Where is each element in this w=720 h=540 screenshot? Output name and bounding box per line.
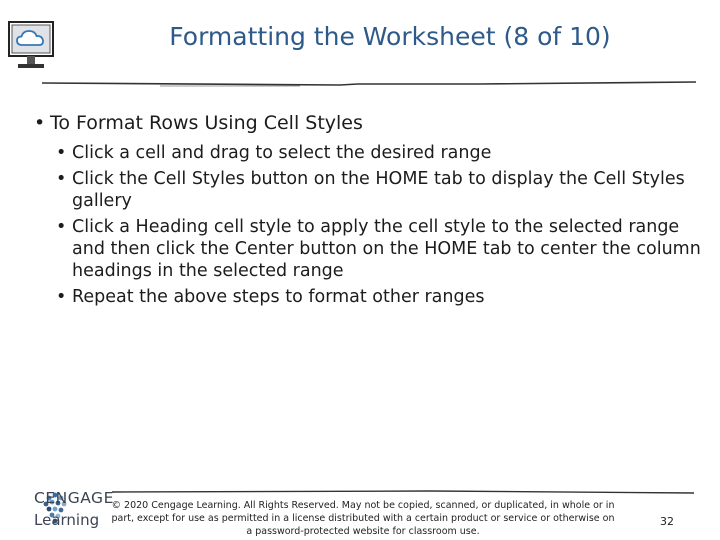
logo-text-learning: Learning — [34, 511, 100, 529]
bullet-level2 — [34, 216, 714, 282]
slide-title: Formatting the Worksheet (8 of 10) — [169, 22, 611, 51]
cloud-monitor-icon — [6, 18, 56, 74]
bullet-text: Click a cell and drag to select the desired range — [72, 143, 492, 163]
bullet-marker: • — [56, 217, 67, 237]
logo-text-cengage: CENGAGE — [34, 489, 114, 507]
slide-body — [34, 110, 714, 312]
bullet-level1 — [34, 110, 714, 136]
bullet-text: Click the Cell Styles button on the HOME tab to display the Cell Styles gallery — [72, 169, 685, 211]
copyright-notice: © 2020 Cengage Learning. All Rights Reserved. May not be copied, scanned, or duplicated, in whole or in part, except for use as permitted in a license distributed with a certain product or service or otherwise on a password-protected website for classroom use. — [111, 500, 615, 537]
bullet-marker: • — [56, 143, 67, 163]
bullet-marker: • — [56, 169, 67, 189]
footer-divider — [110, 486, 694, 498]
bullet-marker: • — [56, 287, 67, 307]
page-number: 32 — [660, 515, 674, 528]
bullet-text: Repeat the above steps to format other ranges — [72, 287, 485, 307]
bullet-marker: • — [34, 112, 46, 134]
bullet-text: To Format Rows Using Cell Styles — [50, 112, 363, 134]
bullet-level2 — [34, 286, 714, 308]
bullet-text: Click a Heading cell style to apply the cell style to the selected range and then click the Center button on the HOME tab to center the column headings in the selected range — [72, 217, 701, 281]
title-divider — [40, 76, 696, 92]
bullet-level2 — [34, 168, 714, 212]
bullet-level2 — [34, 142, 714, 164]
